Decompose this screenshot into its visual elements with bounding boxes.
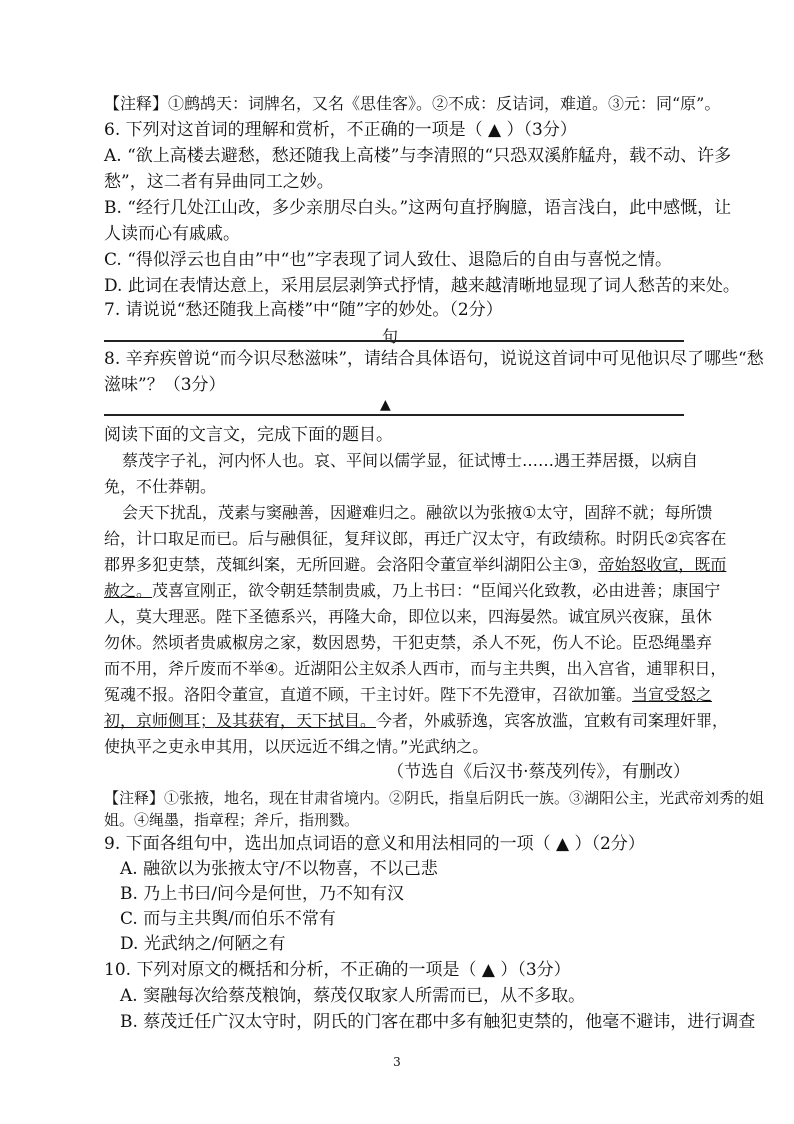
q9-stem: 9. 下面各组句中，选出加点词语的意义和用法相同的一项（ ▲ ）（2分）: [104, 834, 645, 854]
q9-option-d: D. 光武纳之/何陋之有: [120, 934, 286, 954]
passage-p2-line1: 会天下扰乱，茂素与窦融善，因避难归之。融欲以为张掖①太守，固辞不就；每所馈: [122, 503, 713, 522]
underlined-sentence: 帝始怒收宣，既而: [598, 555, 727, 574]
q6-option-b-line1: B. “经行几处江山改，多少亲朋尽白头。”这两句直抒胸臆，语言浅白，此中感慨，让: [104, 198, 732, 218]
q8-stem-line2: 滋味”？（3分）: [104, 375, 226, 395]
passage-p2-line5: 人，莫大理恶。陛下圣德系兴，再隆大命，即位以来，四海晏然。诚宜夙兴夜寐，虽休: [104, 607, 713, 626]
underlined-sentence: 赦之。: [104, 581, 153, 600]
passage-note-line2: 姐。④绳墨，指章程；斧斤，指刑戮。: [104, 811, 360, 829]
q9-option-b: B. 乃上书曰/问今是何世，乃不知有汉: [120, 884, 405, 904]
passage-p1-line2: 免，不仕莽朝。: [104, 477, 217, 496]
q7-answer-line: [104, 340, 684, 342]
q8-stem-line1: 8. 辛弃疾曾说“而今识尽愁滋味”，请结合具体语句，说说这首词中可见他识尽了哪些“愁: [104, 349, 764, 369]
passage-source: （节选自《后汉书·蔡茂列传》，有删改）: [387, 762, 690, 782]
q8-answer-mark: ▲: [380, 397, 391, 413]
passage-p2-line3: [104, 553, 727, 577]
q6-option-a-line1: A. “欲上高楼去避愁，愁还随我上高楼”与李清照的“只恐双溪舴艋舟，载不动、许多: [104, 146, 732, 166]
passage-text: 今者，外戚骄逸，宾客放滥，宜敕有司案理奸罪，: [376, 711, 729, 730]
poem-note: 【注释】①鹧鸪天：词牌名，又名《思佳客》。②不成：反诘词，难道。③元：同“原”。: [104, 94, 721, 113]
q7-answer-mark: 句: [382, 327, 399, 346]
passage-p1-line1: 蔡茂字子礼，河内怀人也。哀、平间以儒学显，征试博士……遇王莽居摄，以病自: [122, 451, 699, 470]
underlined-sentence: 初，京师侧耳；及其获宥，天下拭目。: [104, 711, 377, 730]
passage-note-line1: 【注释】①张掖，地名，现在甘肃省境内。②阴氏，指皇后阴氏一族。③湖阳公主，光武帝刘秀的姐: [104, 789, 765, 807]
passage-text: 郡界多犯吏禁，茂辄纠案，无所回避。会洛阳令董宣举纠湖阳公主③，: [104, 555, 599, 574]
passage-text: 冤魂不报。洛阳令董宣，直道不顾，干主讨奸。陛下不先澄审，召欲加箠。: [104, 685, 633, 704]
q10-option-a: A. 窦融每次给蔡茂粮饷，蔡茂仅取家人所需而已，从不多取。: [120, 986, 586, 1006]
passage-p2-line9: [104, 709, 729, 733]
q6-option-b-line2: 人读而心有戚戚。: [104, 224, 240, 244]
passage-p2-line10: 使执平之吏永申其用，以厌远近不缉之情。”光武纳之。: [104, 737, 489, 756]
q10-stem: 10. 下列对原文的概括和分析，不正确的一项是（ ▲ ）（3分）: [104, 960, 571, 980]
underlined-sentence: 当宣受怒之: [632, 685, 713, 704]
reading-intro: 阅读下面的文言文，完成下面的题目。: [104, 425, 393, 445]
q9-option-c: C. 而与主共舆/而伯乐不常有: [120, 909, 336, 929]
q6-stem: 6. 下列对这首词的理解和赏析，不正确的一项是（ ▲ ）（3分）: [104, 120, 577, 140]
page-number: 3: [393, 1055, 401, 1069]
q9-option-a: A. 融欲以为张掖太守/不以物喜，不以己悲: [120, 859, 438, 879]
passage-p2-line6: 勿休。然顷者贵戚椒房之家，数因恩势，干犯吏禁，杀人不死，伤人不论。臣恐绳墨弃: [104, 633, 713, 652]
q6-option-d: D. 此词在表情达意上，采用层层剥笋式抒情，越来越清晰地显现了词人愁苦的来处。: [104, 276, 740, 296]
q6-option-c: C. “得似浮云也自由”中“也”字表现了词人致仕、退隐后的自由与喜悦之情。: [104, 250, 672, 270]
passage-p2-line4: [104, 579, 721, 603]
passage-text: 茂喜宣刚正，欲令朝廷禁制贵戚，乃上书曰：“臣闻兴化致教，必由进善；康国宁: [152, 581, 721, 600]
q10-option-b: B. 蔡茂迁任广汉太守时，阴氏的门客在郡中多有触犯吏禁的，他毫不避讳，进行调查: [120, 1012, 756, 1032]
q6-option-a-line2: 愁”，这二者有异曲同工之妙。: [104, 172, 334, 192]
passage-p2-line7: 而不用，斧斤废而不举④。近湖阳公主奴杀人西市，而与主共舆，出入宫省，逋罪积日，: [104, 659, 727, 678]
passage-p2-line8: [104, 683, 713, 707]
q8-answer-line: [104, 414, 684, 416]
q7-stem: 7. 请说说“愁还随我上高楼”中“随”字的妙处。（2分）: [104, 300, 503, 320]
passage-p2-line2: 给，计口取足而已。后与融俱征，复拜议郎，再迁广汉太守，有政绩称。时阴氏②宾客在: [104, 529, 727, 548]
